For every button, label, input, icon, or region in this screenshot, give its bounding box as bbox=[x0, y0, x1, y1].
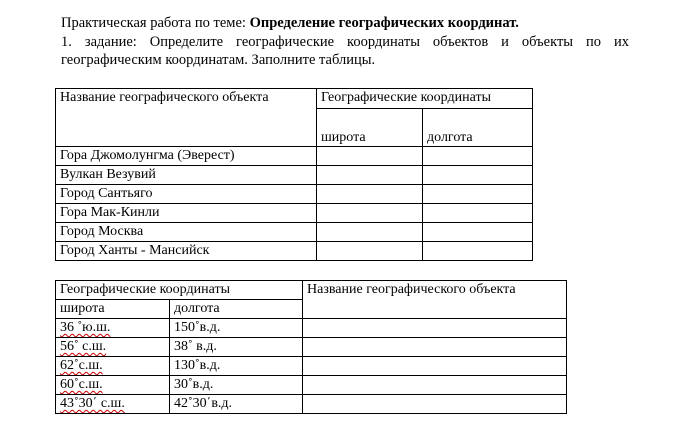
header-coordinates: Географические координаты bbox=[56, 281, 303, 300]
object-name: Вулкан Везувий bbox=[56, 166, 317, 185]
header-object-name: Название географического объекта bbox=[56, 89, 317, 147]
longitude-value: 150˚в.д. bbox=[170, 319, 303, 338]
latitude-cell[interactable] bbox=[317, 185, 423, 204]
object-name-cell[interactable] bbox=[303, 376, 567, 395]
longitude-value: 30˚в.д. bbox=[170, 376, 303, 395]
object-name-cell[interactable] bbox=[303, 338, 567, 357]
object-name: Город Москва bbox=[56, 223, 317, 242]
topic-prefix: Практическая работа по теме: bbox=[61, 15, 250, 31]
object-name: Гора Мак-Кинли bbox=[56, 204, 317, 223]
objects-table bbox=[55, 88, 533, 261]
longitude-cell[interactable] bbox=[423, 185, 533, 204]
latitude-cell[interactable] bbox=[317, 204, 423, 223]
longitude-cell[interactable] bbox=[423, 147, 533, 166]
latitude-value: 56˚ с.ш. bbox=[56, 338, 170, 357]
longitude-value: 130˚в.д. bbox=[170, 357, 303, 376]
topic-title: Определение географических координат. bbox=[249, 15, 519, 31]
header-latitude: широта bbox=[56, 300, 170, 319]
longitude-cell[interactable] bbox=[423, 242, 533, 261]
object-name: Гора Джомолунгма (Эверест) bbox=[56, 147, 317, 166]
longitude-value: 38˚ в.д. bbox=[170, 338, 303, 357]
intro-line-1 bbox=[61, 14, 629, 33]
latitude-cell[interactable] bbox=[317, 242, 423, 261]
object-name-cell[interactable] bbox=[303, 395, 567, 414]
object-name: Город Сантьяго bbox=[56, 185, 317, 204]
object-name-cell[interactable] bbox=[303, 357, 567, 376]
latitude-cell[interactable] bbox=[317, 147, 423, 166]
longitude-value: 42˚30΄в.д. bbox=[170, 395, 303, 414]
object-name: Город Ханты - Мансийск bbox=[56, 242, 317, 261]
intro-text bbox=[61, 14, 629, 70]
longitude-cell[interactable] bbox=[423, 166, 533, 185]
coordinates-table bbox=[55, 280, 567, 414]
header-latitude: широта bbox=[317, 109, 423, 147]
latitude-value: 62˚с.ш. bbox=[56, 357, 170, 376]
object-name-cell[interactable] bbox=[303, 319, 567, 338]
latitude-value: 43˚30΄ с.ш. bbox=[56, 395, 170, 414]
header-longitude: долгота bbox=[170, 300, 303, 319]
latitude-cell[interactable] bbox=[317, 166, 423, 185]
header-coordinates: Географические координаты bbox=[317, 89, 533, 109]
longitude-cell[interactable] bbox=[423, 223, 533, 242]
task-text: 1. задание: Определите географические координаты объектов и объекты по их географическим координатам. Заполните таблицы. bbox=[61, 33, 629, 68]
header-object-name: Название географического объекта bbox=[303, 281, 567, 319]
latitude-cell[interactable] bbox=[317, 223, 423, 242]
latitude-value: 60˚с.ш. bbox=[56, 376, 170, 395]
latitude-value: 36 ˚ю.ш. bbox=[56, 319, 170, 338]
header-longitude: долгота bbox=[423, 109, 533, 147]
longitude-cell[interactable] bbox=[423, 204, 533, 223]
